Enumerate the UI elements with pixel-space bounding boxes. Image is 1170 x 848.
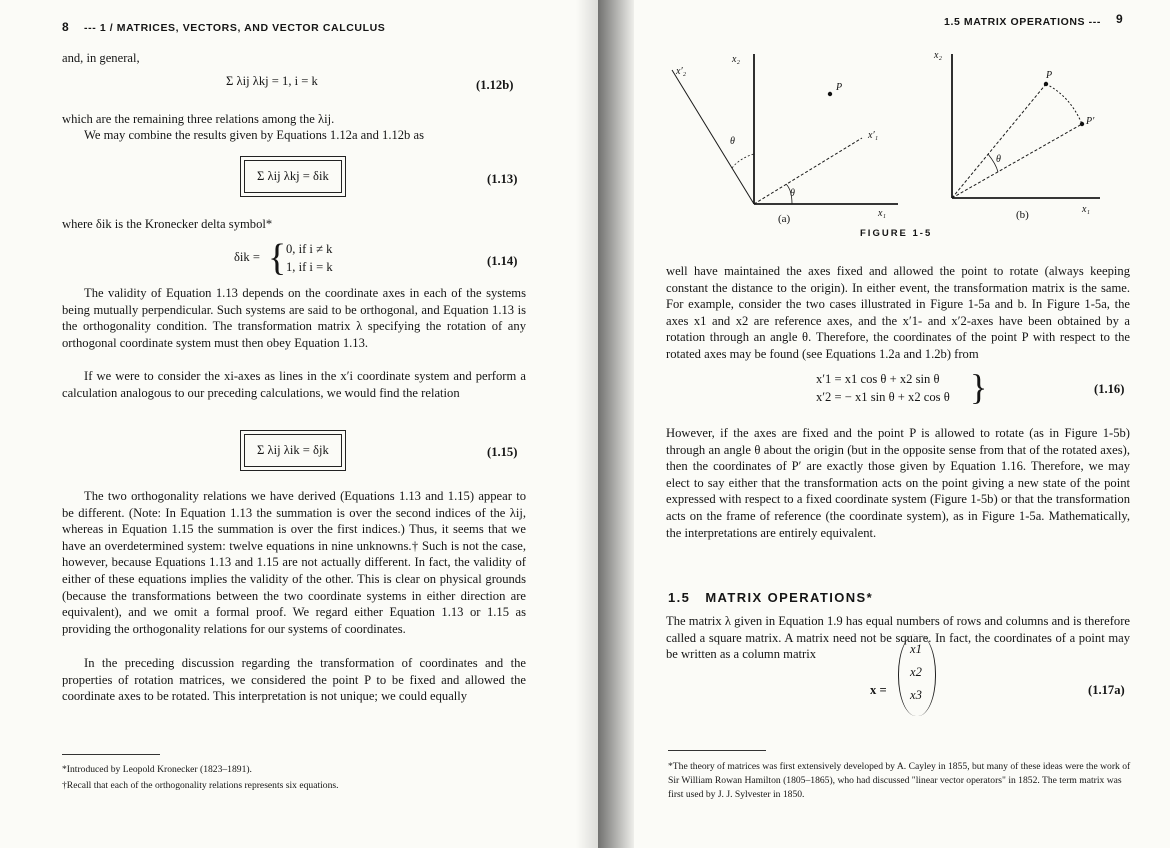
point-p-prime [1080, 122, 1084, 126]
equation-case: 0, if i ≠ k [286, 242, 333, 256]
label-p: P [1046, 70, 1053, 81]
running-title: 1 / MATRICES, VECTORS, AND VECTOR CALCULUS [99, 22, 386, 34]
point-p [1044, 82, 1048, 86]
left-brace: { [268, 237, 287, 279]
equation-1-16-line: x′2 = − x1 sin θ + x2 cos θ [816, 390, 950, 404]
right-page [598, 0, 1170, 848]
equation-label: (1.14) [487, 254, 518, 268]
label-p: P [836, 82, 843, 93]
equation-label: (1.12b) [476, 78, 514, 92]
running-title: 1.5 MATRIX OPERATIONS [944, 16, 1086, 28]
paragraph: However, if the axes are fixed and the point P is allowed to rotate (as in Figure 1-5b) through an angle θ about the origin (but in the opposite sense from that of the rotated axes), then the coordinates of P′ are exactly those given by Equation 1.16. Therefore, we may elect to say either that the transformation acts on the point giving a new state of the point expressed with respect to a fixed coordinate system (Figure 1-5b) or that the transformation acts on the frame of reference (the coordinate system), as in Figure 1-5a. Mathematically, the interpretations are entirely equivalent. [666, 426, 1130, 540]
paragraph: The validity of Equation 1.13 depends on the coordinate axes in each of the systems being mutually perpendicular. Such systems are said to be orthogonal, and Equation 1.13 is the orthogonality condition. The transformation matrix λ specifying the rotation of any orthogonal coordinate system must then obey Equation 1.13. [62, 286, 526, 350]
column-matrix [898, 634, 936, 716]
equation-lhs: δik = [234, 250, 260, 264]
paragraph: We may combine the results given by Equations 1.12a and 1.12b as [84, 128, 424, 142]
page-number: 8 [62, 20, 69, 34]
gutter-shadow [598, 0, 634, 848]
label-x1-prime: x′₁ [868, 130, 879, 141]
equation-case: 1, if i = k [286, 260, 333, 274]
footnote: †Recall that each of the orthogonality relations represents six equations. [62, 780, 339, 791]
label-p-prime: P′ [1086, 116, 1095, 127]
label-theta: θ [790, 188, 795, 199]
equation-label: (1.17a) [1088, 683, 1125, 697]
paragraph: If we were to consider the xi-axes as lines in the x′i coordinate system and perform a calculation analogous to our preceding calculations, we would find the relation [62, 369, 526, 400]
paragraph: well have maintained the axes fixed and allowed the point to rotate (always keeping constant the distance to the origin). In either event, the transformation matrix is the same. For example, consider the two cases illustrated in Figure 1-5a and b. In Figure 1-5a, the axes x1 and x2 are reference axes, and the x′1- and x′2-axes have been obtained by a rotation through an angle θ. Therefore, the coordinates of the point P with respect to the rotated axes may be found (see Equations 1.2a and 1.2b) from [666, 264, 1130, 361]
page-number: 9 [1116, 12, 1123, 26]
footnote-rule [668, 750, 766, 751]
theta-arc [732, 154, 754, 168]
axis-x1-prime [754, 138, 862, 204]
equation-lhs: x = [870, 683, 887, 697]
equation-1-16-line: x′1 = x1 cos θ + x2 sin θ [816, 372, 940, 386]
intro-text: and, in general, [62, 51, 140, 65]
right-brace: } [970, 367, 988, 407]
gutter-shadow [576, 0, 598, 848]
footnote: *Introduced by Leopold Kronecker (1823–1891). [62, 764, 252, 775]
radius-p-prime [952, 124, 1082, 198]
section-title: MATRIX OPERATIONS* [705, 590, 874, 605]
axis-x2-prime [672, 70, 754, 204]
paragraph: In the preceding discussion regarding the transformation of coordinates and the properties of rotation matrices, we considered the point P to be fixed and allowed the coordinate axes to be rotated. This interpretation is not unique; we could equally [62, 656, 526, 704]
paragraph: where δik is the Kronecker delta symbol* [62, 217, 273, 231]
matrix-entry: x2 [910, 665, 922, 679]
equation-label: (1.16) [1094, 382, 1125, 396]
paragraph: The matrix λ given in Equation 1.9 has equal numbers of rows and columns and is therefore called a square matrix. A matrix need not be square. In fact, the coordinates of a point may be written as a column matrix [666, 614, 1130, 662]
equation-1-12b: Σ λij λkj = 1, i = k [226, 74, 318, 88]
matrix-entry: x1 [910, 642, 922, 656]
panel-a-label: (a) [778, 213, 791, 225]
equation-1-13: Σ λij λkj = δik [244, 160, 342, 193]
panel-b-label: (b) [1016, 209, 1029, 221]
section-heading [668, 590, 873, 605]
equation-label: (1.13) [487, 172, 518, 186]
rotation-arc [1046, 84, 1082, 124]
label-x1: x₁ [878, 208, 886, 219]
label-x2: x₂ [934, 50, 942, 61]
label-x2: x₂ [732, 54, 740, 65]
figure-panel-a [672, 54, 898, 204]
matrix-entry: x3 [910, 688, 922, 702]
equation-1-15: Σ λij λik = δjk [244, 434, 342, 467]
figure-panel-b [952, 54, 1100, 198]
label-x2-prime: x′₂ [676, 66, 687, 77]
label-theta: θ [996, 154, 1001, 165]
figure-1-5 [658, 40, 1158, 240]
equation-label: (1.15) [487, 445, 518, 459]
running-header: 1.5 MATRIX OPERATIONS --- [944, 16, 1101, 28]
paragraph: The two orthogonality relations we have derived (Equations 1.13 and 1.15) appear to be different. (Note: In Equation 1.13 the summation is over the second indices of the λij, whereas in Equation 1.15 the summation is over the first indices.) Thus, it seems that we have an overdetermined system: twelve equations in nine unknowns.† Such is not the case, however, because Equations 1.13 and 1.15 are not actually different. In fact, the validity of either of these equations implies the validity of the other. This is clear on physical grounds (because the transformations between the two coordinate systems in either direction are equivalent), and we omit a formal proof. We regard either Equation 1.13 or 1.15 as providing the orthogonality relations for our systems of coordinates. [62, 489, 526, 636]
figure-caption: FIGURE 1-5 [860, 228, 933, 239]
paragraph: which are the remaining three relations among the λij. [62, 112, 335, 126]
section-number: 1.5 [668, 590, 691, 605]
footnote: *The theory of matrices was first extensively developed by A. Cayley in 1855, but many of these ideas were the work of Sir William Rowan Hamilton (1805–1865), who had discussed "linear vector operators" in 1852. The term matrix was first used by J. J. Sylvester in 1850. [668, 761, 1131, 800]
footnote-rule [62, 754, 160, 755]
point-p [828, 92, 832, 96]
radius-p [952, 84, 1046, 198]
label-x1: x₁ [1082, 204, 1090, 215]
running-header: --- 1 / MATRICES, VECTORS, AND VECTOR CALCULUS [84, 22, 386, 34]
label-theta: θ [730, 136, 735, 147]
